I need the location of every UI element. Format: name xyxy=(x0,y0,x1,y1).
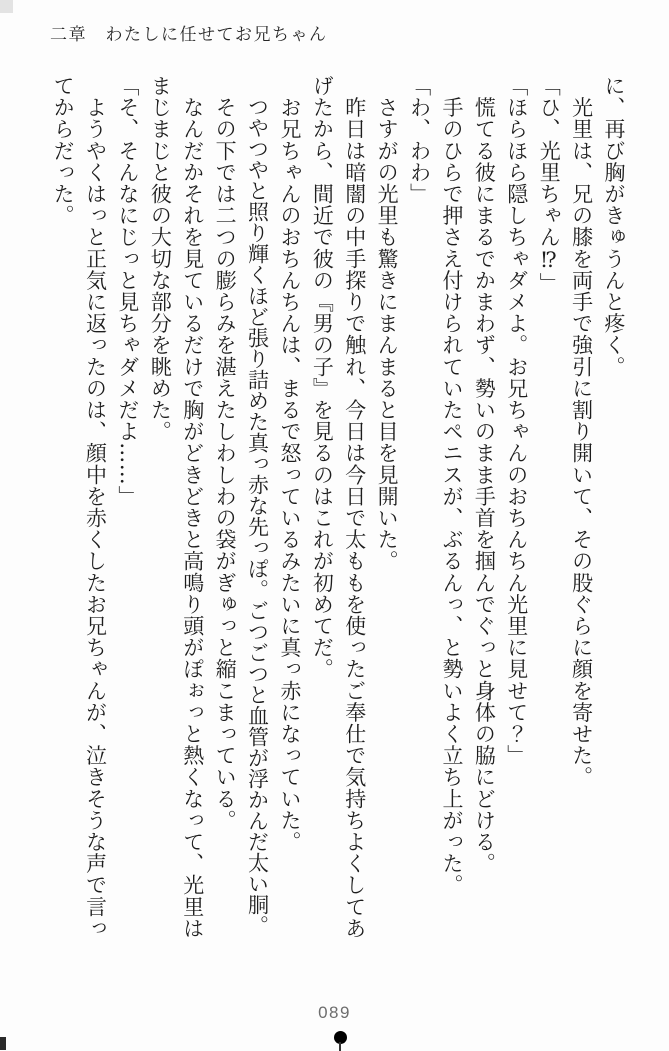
paragraph: ようやくはっと正気に返ったのは、顔中を赤くしたお兄ちゃんが、泣きそうな声で言ってからだった。 xyxy=(51,75,108,939)
paragraph: 「わ、わわ」 xyxy=(407,75,432,205)
paragraph: 手のひらで押さえ付けられていたペニスが、ぶるんっ、と勢いよく立ち上がった。 xyxy=(439,75,464,896)
scan-artifact-topleft xyxy=(0,0,13,13)
paragraph: 光里は、兄の膝を両手で強引に割り開いて、その股ぐらに顔を寄せた。 xyxy=(569,75,594,788)
paragraph: さすがの光里も驚きにまんまると目を見開いた。 xyxy=(375,75,400,572)
pin-marker-icon xyxy=(334,1031,347,1044)
paragraph: つやつやと照り輝くほど張り詰めた真っ赤な先っぽ。ごつごつと血管が浮かんだ太い胴。 xyxy=(245,75,270,936)
paragraph: なんだかそれを見ているだけで胸がどきどきと高鳴り頭がぽぉっと熱くなって、光里はまじまじと彼の大切な部分を眺めた。 xyxy=(148,75,205,939)
paragraph: 「そ、そんなにじっと見ちゃダメだよ……」 xyxy=(115,75,140,507)
paragraph: その下では二つの膨らみを湛えたしわしわの袋がぎゅっと縮こまっている。 xyxy=(213,75,238,831)
scan-artifact-bottomleft xyxy=(0,1037,6,1050)
body-text xyxy=(47,75,630,949)
chapter-heading: 二章 わたしに任せてお兄ちゃん xyxy=(50,25,328,45)
paragraph: 「ひ、光里ちゃん⁉」 xyxy=(537,75,562,294)
paragraph: 「ほらほら隠しちゃダメよ。お兄ちゃんのおちんちん光里に見せて？」 xyxy=(504,75,529,767)
paragraph: 昨日は暗闇の中手探りで触れ、今日は今日で太ももを使ったご奉仕で気持ちよくしてあげたから、間近で彼の『男の子』を見るのはこれが初めてだ。 xyxy=(310,75,367,939)
page-number: 089 xyxy=(318,1003,351,1022)
paragraph: お兄ちゃんのおちんちんは、まるで怒っているみたいに真っ赤になっていた。 xyxy=(277,75,302,853)
paragraph: に、再び胸がきゅうんと疼く。 xyxy=(602,75,626,378)
paragraph: 慌てる彼にまるでかまわず、勢いのまま手首を掴んでぐっと身体の脇にどける。 xyxy=(472,75,497,875)
